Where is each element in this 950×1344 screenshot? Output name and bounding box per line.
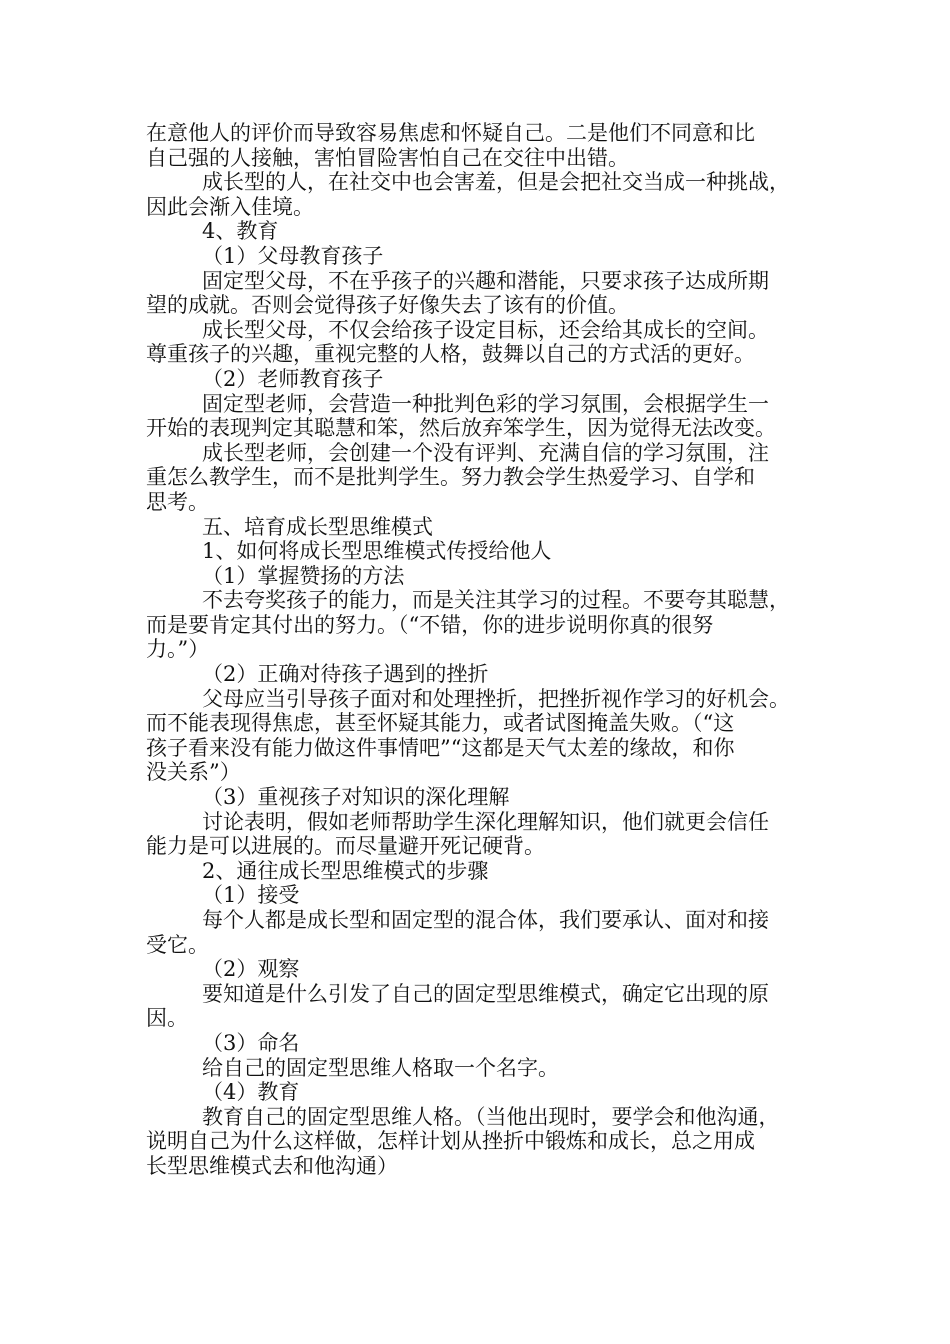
text-line: 固定型老师，会营造一种批判色彩的学习氛围，会根据学生一 — [202, 391, 769, 416]
text-line: 要知道是什么引发了自己的固定型思维模式，确定它出现的原 — [202, 981, 769, 1006]
text-line: 成长型父母，不仅会给孩子设定目标，还会给其成长的空间。 — [202, 317, 769, 342]
text-line: 在意他人的评价而导致容易焦虑和怀疑自己。二是他们不同意和比 — [146, 121, 755, 145]
text-line: 开始的表现判定其聪慧和笨，然后放弃笨学生，因为觉得无法改变。 — [146, 416, 776, 441]
text-line: 望的成就。否则会觉得孩子好像失去了该有的价值。 — [146, 293, 629, 318]
text-line: 能力是可以进展的。而尽量避开死记硬背。 — [146, 834, 545, 859]
text-line: 成长型老师，会创建一个没有评判、充满自信的学习氛围，注 — [202, 440, 769, 465]
text-line: 受它。 — [146, 932, 209, 957]
text-line: 说明自己为什么这样做，怎样计划从挫折中锻炼和成长，总之用成 — [146, 1129, 755, 1154]
text-line: 孩子看来没有能力做这件事情吧”“这都是天气太差的缘故，和你 — [146, 735, 735, 760]
text-line: 不去夸奖孩子的能力，而是关注其学习的过程。不要夸其聪慧， — [202, 588, 790, 613]
text-line: （3）重视孩子对知识的深化理解 — [202, 785, 510, 810]
text-line: 固定型父母，不在乎孩子的兴趣和潜能，只要求孩子达成所期 — [202, 268, 769, 293]
text-line: （1）父母教育孩子 — [202, 243, 384, 268]
text-line: 而不能表现得焦虑，甚至怀疑其能力，或者试图掩盖失败。（“这 — [146, 711, 735, 736]
text-line: 每个人都是成长型和固定型的混合体，我们要承认、面对和接 — [202, 908, 769, 932]
text-line: 重怎么教学生，而不是批判学生。努力教会学生热爱学习、自学和 — [146, 465, 755, 490]
text-line: 父母应当引导孩子面对和处理挫折，把挫折视作学习的好机会。 — [202, 686, 790, 711]
text-line: 因。 — [146, 1006, 188, 1031]
text-line: （3）命名 — [202, 1030, 300, 1055]
text-line: 五、培育成长型思维模式 — [202, 514, 433, 539]
text-line: 2、通往成长型思维模式的步骤 — [202, 858, 489, 883]
text-line: （2）观察 — [202, 957, 300, 982]
document-page — [146, 121, 826, 1179]
text-line: 自己强的人接触，害怕冒险害怕自己在交往中出错。 — [146, 145, 629, 170]
text-line: 尊重孩子的兴趣，重视完整的人格，鼓舞以自己的方式活的更好。 — [146, 342, 755, 367]
text-line: （4）教育 — [202, 1080, 300, 1105]
text-line: （2）老师教育孩子 — [202, 366, 384, 391]
text-line: 因此会渐入佳境。 — [146, 194, 314, 219]
text-line: （1）掌握赞扬的方法 — [202, 563, 405, 588]
text-line: 力。”） — [146, 637, 210, 662]
text-line: 而是要肯定其付出的努力。（“不错，你的进步说明你真的很努 — [146, 612, 714, 637]
text-line: 给自己的固定型思维人格取一个名字。 — [202, 1055, 559, 1080]
text-line: （1）接受 — [202, 883, 300, 908]
text-line: 成长型的人，在社交中也会害羞，但是会把社交当成一种挑战， — [202, 170, 790, 195]
text-line: 思考。 — [146, 489, 209, 514]
text-line: 长型思维模式去和他沟通） — [146, 1153, 398, 1178]
text-line: 没关系”） — [146, 760, 241, 785]
text-line: 讨论表明，假如老师帮助学生深化理解知识，他们就更会信任 — [202, 809, 769, 834]
text-line: 4、教育 — [202, 219, 279, 244]
text-line: 1、如何将成长型思维模式传授给他人 — [202, 539, 552, 564]
text-line: （2）正确对待孩子遇到的挫折 — [202, 662, 489, 687]
text-line: 教育自己的固定型思维人格。（当他出现时，要学会和他沟通， — [202, 1104, 780, 1129]
